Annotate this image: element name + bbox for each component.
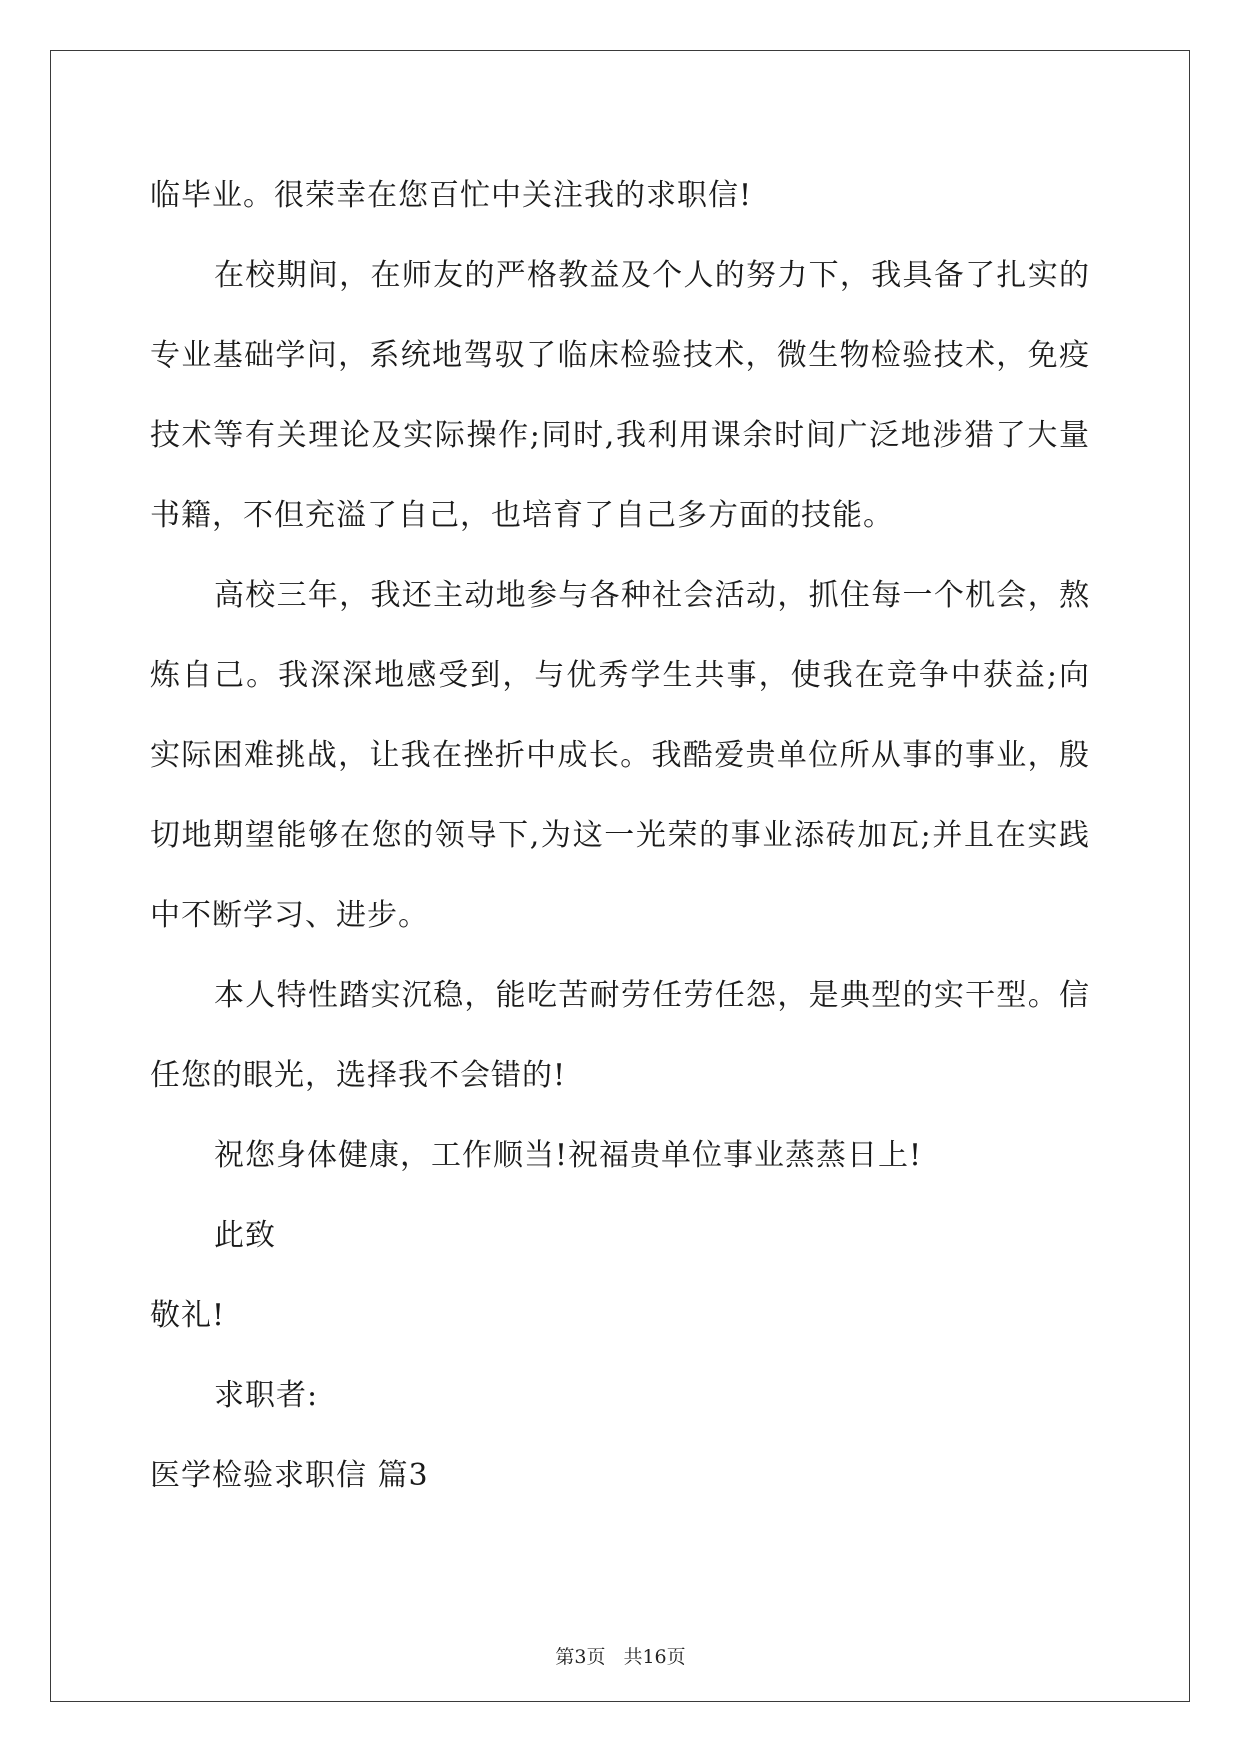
paragraph-3: 高校三年，我还主动地参与各种社会活动，抓住每一个机会，熬炼自己。我深深地感受到，与优秀学生共事，使我在竞争中获益;向实际困难挑战，让我在挫折中成长。我酷爱贵单位所从事的事业，殷切地期望能够在您的领导下,为这一光荣的事业添砖加瓦;并且在实践中不断学习、进步。 (150, 578, 1090, 933)
page-total: 共16页 (623, 1646, 686, 1668)
paragraph-4: 本人特性踏实沉稳，能吃苦耐劳任劳任怨，是典型的实干型。信任您的眼光，选择我不会错的! (150, 978, 1090, 1093)
paragraph-1: 临毕业。很荣幸在您百忙中关注我的求职信! (150, 178, 753, 213)
document-body (150, 156, 1090, 1516)
signature-label: 求职者: (214, 1378, 319, 1413)
closing-regards: 敬礼! (150, 1298, 226, 1333)
paragraph-5: 祝您身体健康，工作顺当!祝福贵单位事业蒸蒸日上! (214, 1138, 923, 1173)
page-number: 第3页 (555, 1646, 606, 1668)
closing-salutation: 此致 (214, 1218, 276, 1253)
page-footer (0, 1642, 1241, 1669)
section-heading: 医学检验求职信 篇3 (150, 1458, 429, 1493)
paragraph-2: 在校期间，在师友的严格教益及个人的努力下，我具备了扎实的专业基础学问，系统地驾驭了临床检验技术，微生物检验技术，免疫技术等有关理论及实际操作;同时,我利用课余时间广泛地涉猎了大量书籍，不但充溢了自己，也培育了自己多方面的技能。 (150, 258, 1090, 533)
